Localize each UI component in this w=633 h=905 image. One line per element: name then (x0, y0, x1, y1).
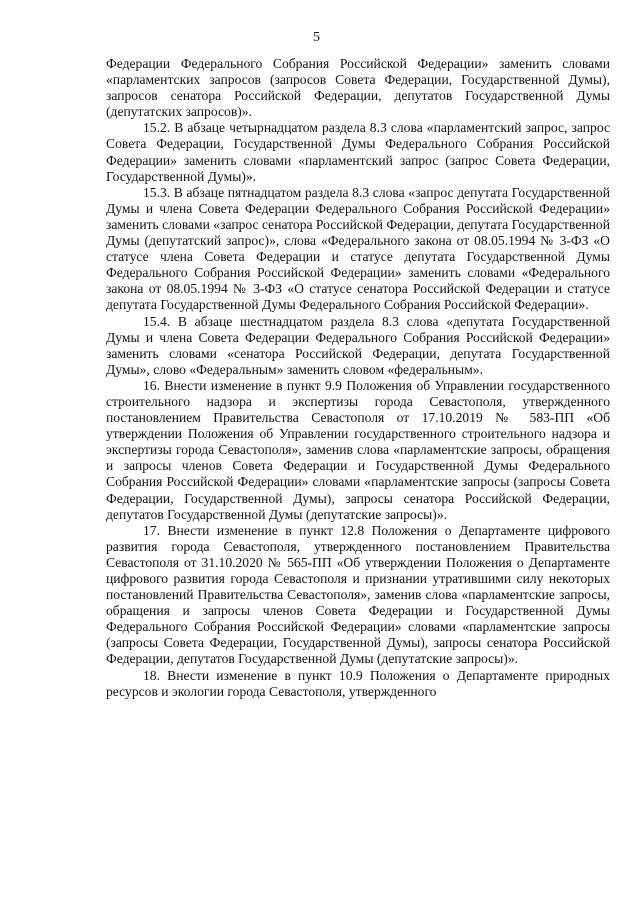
paragraph-continuation: Федерации Федерального Собрания Российской Федерации» заменить словами «парламентских запросов (запросов Совета Федерации, Государственной Думы), запросов сенатора Российской Федерации, депутатов Государственной Думы (депутатских запросов)». (106, 56, 610, 120)
paragraph-16: 16. Внести изменение в пункт 9.9 Положения об Управлении государственного строительного надзора и экспертизы города Севастополя, утвержденного постановлением Правительства Севастополя от 17.10.2019 № 583-ПП «Об утверждении Положения об Управлении государственного строительного надзора и экспертизы города Севастополя», заменив слова «парламентские запросы, обращения и запросы членов Совета Федерации и Государственной Думы Федерального Собрания Российской Федерации» словами «парламентские запросы (запросы Совета Федерации, Государственной Думы), запросы сенатора Российской Федерации, депутатов Государственной Думы (депутатские запросы)». (106, 377, 610, 522)
document-body (106, 56, 610, 700)
paragraph-15-4: 15.4. В абзаце шестнадцатом раздела 8.3 слова «депутата Государственной Думы и члена Совета Федерации Федерального Собрания Российской Федерации» заменить словами «сенатора Российской Федерации, депутата Государственной Думы», слово «Федеральным» заменить словом «федеральным». (106, 313, 610, 377)
paragraph-18: 18. Внести изменение в пункт 10.9 Положения о Департаменте природных ресурсов и экологии города Севастополя, утвержденного (106, 667, 610, 699)
paragraph-15-2: 15.2. В абзаце четырнадцатом раздела 8.3 слова «парламентский запрос, запрос Совета Федерации, Государственной Думы Федерального Собрания Российской Федерации» заменить словами «парламентский запрос (запрос Совета Федерации, Государственной Думы)». (106, 120, 610, 184)
page-number: 5 (313, 30, 320, 45)
paragraph-17: 17. Внести изменение в пункт 12.8 Положения о Департаменте цифрового развития города Севастополя, утвержденного постановлением Правительства Севастополя от 31.10.2020 № 565-ПП «Об утверждении Положения о Департаменте цифрового развития города Севастополя и признании утратившими силу некоторых постановлений Правительства Севастополя», заменив слова «парламентские запросы, обращения и запросы членов Совета Федерации и Государственной Думы Федерального Собрания Российской Федерации» словами «парламентские запросы (запросы Совета Федерации, Государственной Думы), запросы сенатора Российской Федерации, депутатов Государственной Думы (депутатские запросы)». (106, 522, 610, 667)
paragraph-15-3: 15.3. В абзаце пятнадцатом раздела 8.3 слова «запрос депутата Государственной Думы и члена Совета Федерации Федерального Собрания Российской Федерации» заменить словами «запрос сенатора Российской Федерации, депутата Государственной Думы (депутатский запрос)», слова «Федерального закона от 08.05.1994 № 3-ФЗ «О статусе члена Совета Федерации и статусе депутата Государственной Думы Федерального Собрания Российской Федерации» заменить словами «Федерального закона от 08.05.1994 № 3-ФЗ «О статусе сенатора Российской Федерации и статусе депутата Государственной Думы Федерального Собрания Российской Федерации». (106, 184, 610, 313)
